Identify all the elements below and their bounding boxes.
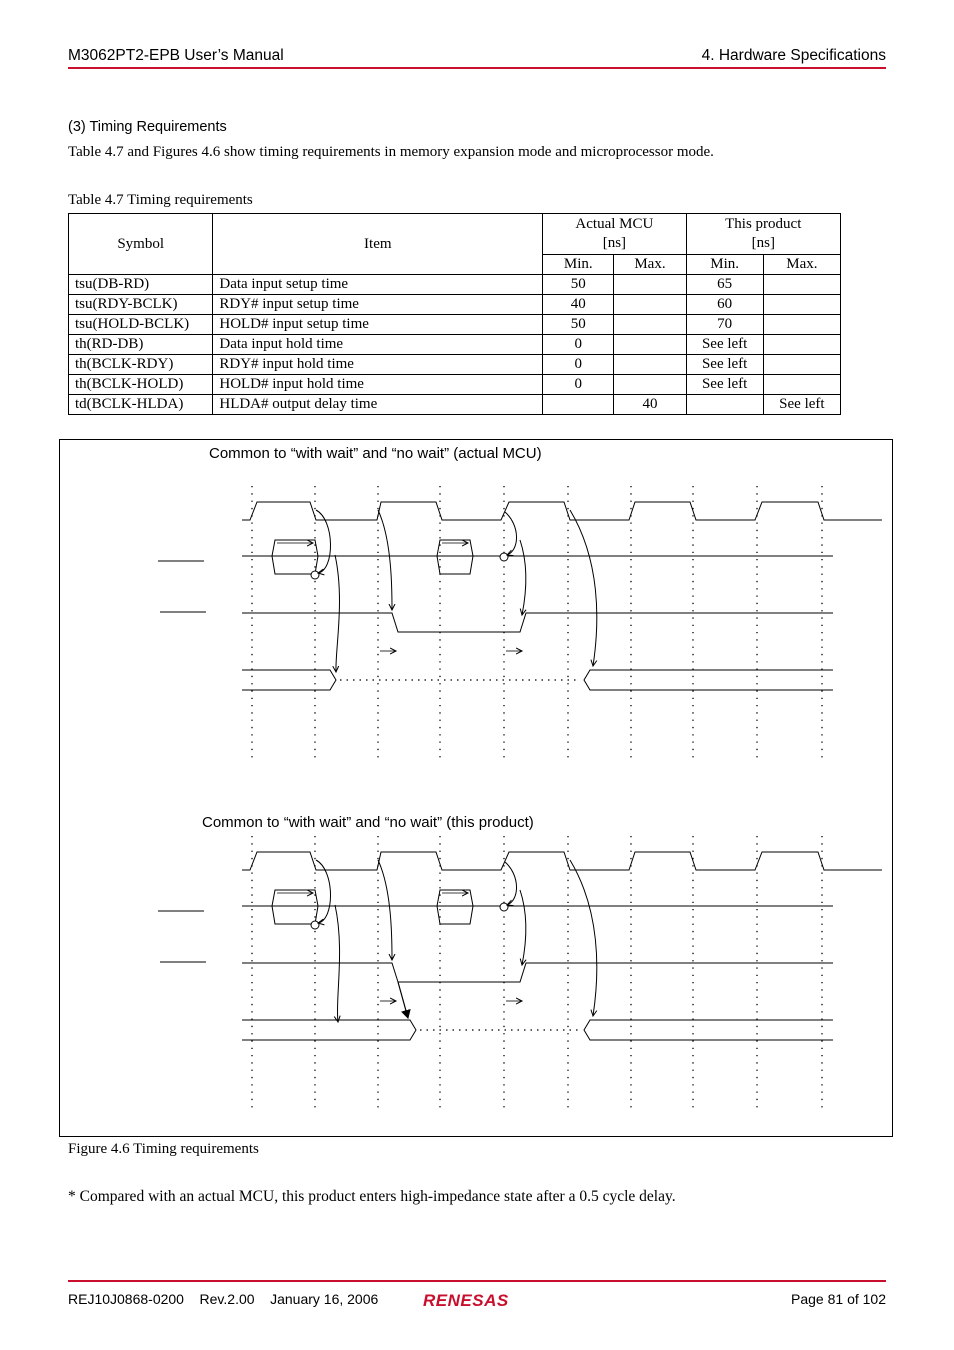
- header-title: M3062PT2-EPB User’s Manual: [68, 47, 284, 64]
- cell-symbol: th(RD-DB): [69, 335, 213, 355]
- rd-line: [242, 963, 833, 982]
- diagram1-title: Common to “with wait” and “no wait” (actual MCU): [209, 445, 542, 462]
- cell-item: HOLD# input setup time: [213, 315, 543, 335]
- timing-arrow: [316, 510, 331, 573]
- cell-actual-min: 0: [543, 375, 614, 395]
- footer-page: Page 81 of 102: [791, 1291, 886, 1307]
- product-min-header: Min.: [686, 255, 763, 275]
- data-bus: [584, 1020, 833, 1040]
- data-bus: [584, 670, 833, 690]
- cell-product-min: 70: [686, 315, 763, 335]
- rdy-window: [272, 906, 318, 924]
- cell-symbol: tsu(HOLD-BCLK): [69, 315, 213, 335]
- cell-symbol: tsu(DB-RD): [69, 275, 213, 295]
- footnote: * Compared with an actual MCU, this product enters high-impedance state after a 0.5 cycle delay.: [68, 1188, 676, 1205]
- timing-arrow: [378, 860, 392, 960]
- timing-arrow: [520, 890, 526, 965]
- rdy-window: [272, 556, 318, 574]
- timing-arrow: [505, 512, 517, 555]
- product-max-header: Max.: [763, 255, 840, 275]
- cell-actual-min: 50: [543, 275, 614, 295]
- cell-symbol: th(BCLK-RDY): [69, 355, 213, 375]
- cell-product-min: See left: [686, 335, 763, 355]
- cell-product-min: See left: [686, 355, 763, 375]
- diagram-this-product: [158, 836, 882, 1112]
- delay-arrow: [398, 982, 408, 1018]
- timing-arrow: [378, 510, 392, 610]
- cell-product-min: 65: [686, 275, 763, 295]
- footer-rule: [68, 1280, 886, 1282]
- footer-doc-id: REJ10J0868-0200 Rev.2.00 January 16, 2006: [68, 1291, 379, 1307]
- cell-item: RDY# input setup time: [213, 295, 543, 315]
- cell-product-min: See left: [686, 375, 763, 395]
- cell-product-max: See left: [763, 395, 840, 415]
- section-intro: Table 4.7 and Figures 4.6 show timing requirements in memory expansion mode and microprocessor mode.: [68, 144, 714, 160]
- rd-line: [242, 613, 833, 632]
- group-this-product-header: This product [ns]: [686, 214, 840, 255]
- header-chapter: 4. Hardware Specifications: [701, 47, 886, 64]
- cell-actual-min: 0: [543, 335, 614, 355]
- cell-item: Data input hold time: [213, 335, 543, 355]
- figure-caption: Figure 4.6 Timing requirements: [68, 1141, 259, 1157]
- cell-item: HLDA# output delay time: [213, 395, 543, 415]
- cell-item: RDY# input hold time: [213, 355, 543, 375]
- timing-arrow: [316, 860, 331, 923]
- actual-max-header: Max.: [614, 255, 686, 275]
- table-caption: Table 4.7 Timing requirements: [68, 192, 253, 208]
- timing-arrow: [505, 862, 517, 905]
- section-heading: (3) Timing Requirements: [68, 119, 227, 135]
- cell-symbol: tsu(RDY-BCLK): [69, 295, 213, 315]
- sample-point: [500, 553, 508, 561]
- cell-symbol: td(BCLK-HLDA): [69, 395, 213, 415]
- cell-item: HOLD# input hold time: [213, 375, 543, 395]
- cell-product-min: 60: [686, 295, 763, 315]
- rdy-window: [437, 906, 473, 924]
- renesas-logo: [421, 1289, 537, 1311]
- logo-text: RENESAS: [423, 1291, 509, 1310]
- timing-arrow: [520, 540, 526, 615]
- timing-arrow: [570, 860, 597, 1016]
- rdy-window: [437, 556, 473, 574]
- data-bus: [242, 1020, 416, 1040]
- clock-waveform: [242, 502, 882, 520]
- cell-actual-min: 50: [543, 315, 614, 335]
- col-item-header: Item: [213, 214, 543, 275]
- actual-min-header: Min.: [543, 255, 614, 275]
- diagram2-title: Common to “with wait” and “no wait” (this product): [202, 814, 534, 831]
- timing-arrow: [570, 510, 597, 666]
- col-symbol-header: Symbol: [69, 214, 213, 275]
- group-actual-mcu-header: Actual MCU [ns]: [543, 214, 686, 255]
- sample-point: [311, 921, 319, 929]
- cell-actual-max: 40: [614, 395, 686, 415]
- cell-item: Data input setup time: [213, 275, 543, 295]
- diagram-actual-mcu: [158, 486, 882, 762]
- data-bus: [242, 670, 336, 690]
- sample-point: [500, 903, 508, 911]
- cell-actual-min: 40: [543, 295, 614, 315]
- cell-actual-min: 0: [543, 355, 614, 375]
- sample-point: [311, 571, 319, 579]
- clock-waveform: [242, 852, 882, 870]
- cell-symbol: th(BCLK-HOLD): [69, 375, 213, 395]
